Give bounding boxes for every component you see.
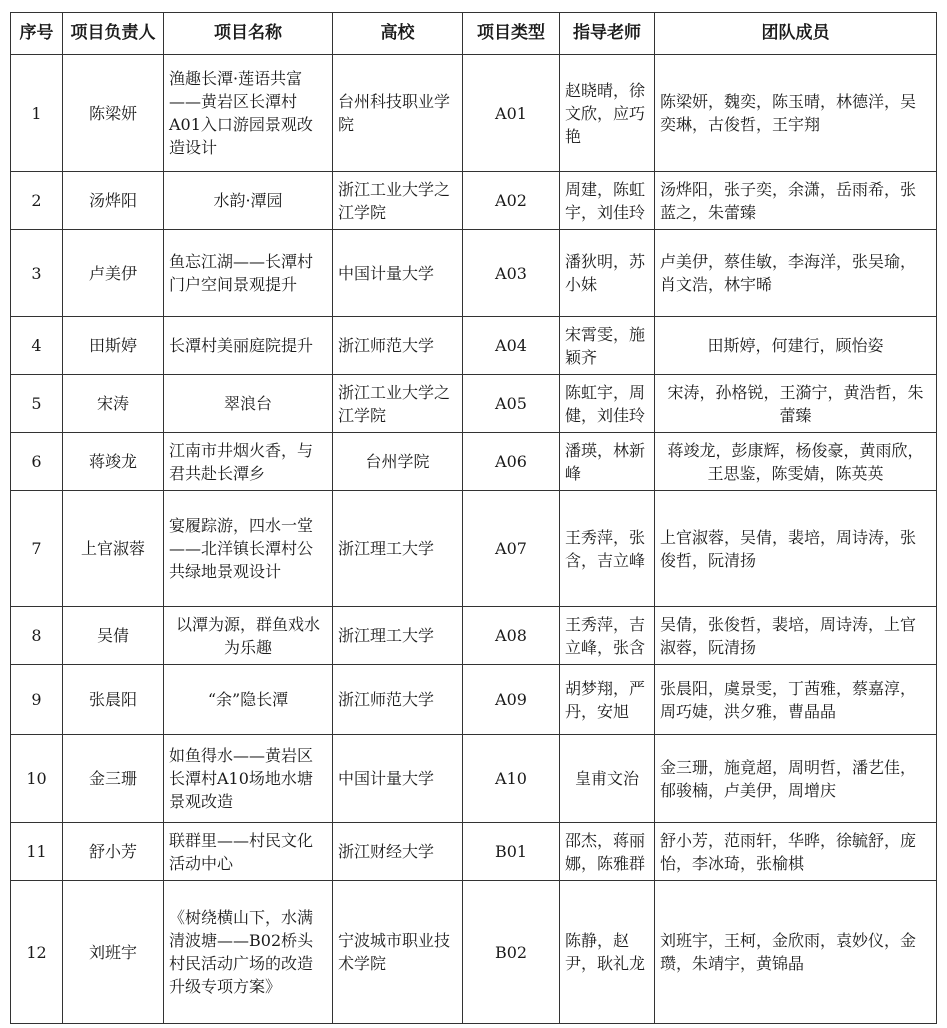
cell-advisor: 赵晓晴，徐文欣，应巧艳: [560, 55, 655, 172]
cell-advisor: 陈静，赵尹，耿礼龙: [560, 881, 655, 1024]
cell-project: 《树绕横山下，水满清波塘——B02桥头村民活动广场的改造升级专项方案》: [164, 881, 333, 1024]
table-row: [11, 375, 937, 433]
cell-leader: 吴倩: [63, 607, 164, 665]
table-row: [11, 317, 937, 375]
cell-members: 刘班宇，王柯，金欣雨，袁妙仪，金瓒，朱靖宇，黄锦晶: [655, 881, 937, 1024]
cell-members: 陈梁妍，魏奕，陈玉晴，林德洋，吴奕琳，古俊哲，王宇翔: [655, 55, 937, 172]
cell-members: 张晨阳，虞景雯，丁茜雅，蔡嘉淳，周巧婕，洪夕雅，曹晶晶: [655, 665, 937, 735]
table-row: [11, 735, 937, 823]
table-row: [11, 230, 937, 317]
cell-advisor: 王秀萍，吉立峰，张含: [560, 607, 655, 665]
header-members: 团队成员: [655, 13, 937, 55]
header-type: 项目类型: [463, 13, 560, 55]
cell-type: A08: [463, 607, 560, 665]
cell-no: 1: [11, 55, 63, 172]
cell-project: 水韵·潭园: [164, 172, 333, 230]
cell-type: A03: [463, 230, 560, 317]
cell-no: 9: [11, 665, 63, 735]
table-row: [11, 55, 937, 172]
cell-school: 中国计量大学: [333, 230, 463, 317]
header-no: 序号: [11, 13, 63, 55]
cell-no: 3: [11, 230, 63, 317]
cell-type: B01: [463, 823, 560, 881]
cell-members: 卢美伊，蔡佳敏，李海洋，张吴瑜，肖文浩，林宇晞: [655, 230, 937, 317]
cell-advisor: 皇甫文治: [560, 735, 655, 823]
cell-project: 宴履踪游，四水一堂——北洋镇长潭村公共绿地景观设计: [164, 491, 333, 607]
cell-school: 浙江师范大学: [333, 665, 463, 735]
cell-no: 12: [11, 881, 63, 1024]
cell-leader: 上官淑蓉: [63, 491, 164, 607]
cell-type: A07: [463, 491, 560, 607]
cell-school: 台州科技职业学院: [333, 55, 463, 172]
header-project: 项目名称: [164, 13, 333, 55]
cell-project: 江南市井烟火香，与君共赴长潭乡: [164, 433, 333, 491]
cell-type: A04: [463, 317, 560, 375]
cell-leader: 宋涛: [63, 375, 164, 433]
cell-school: 浙江财经大学: [333, 823, 463, 881]
cell-type: A05: [463, 375, 560, 433]
header-leader: 项目负责人: [63, 13, 164, 55]
cell-school: 浙江工业大学之江学院: [333, 172, 463, 230]
cell-project: 鱼忘江湖——长潭村门户空间景观提升: [164, 230, 333, 317]
cell-advisor: 潘瑛，林新峰: [560, 433, 655, 491]
cell-school: 中国计量大学: [333, 735, 463, 823]
table-row: [11, 823, 937, 881]
cell-members: 金三珊，施竟超，周明哲，潘艺佳，郁骏楠，卢美伊，周增庆: [655, 735, 937, 823]
cell-leader: 刘班宇: [63, 881, 164, 1024]
cell-type: A06: [463, 433, 560, 491]
cell-leader: 蒋竣龙: [63, 433, 164, 491]
table-row: [11, 881, 937, 1024]
cell-type: B02: [463, 881, 560, 1024]
cell-type: A01: [463, 55, 560, 172]
cell-type: A10: [463, 735, 560, 823]
table-row: [11, 665, 937, 735]
cell-type: A02: [463, 172, 560, 230]
cell-advisor: 陈虹宇，周健，刘佳玲: [560, 375, 655, 433]
cell-leader: 张晨阳: [63, 665, 164, 735]
cell-members: 宋涛，孙格锐，王漪宁，黄浩哲，朱蕾臻: [655, 375, 937, 433]
cell-no: 11: [11, 823, 63, 881]
cell-no: 5: [11, 375, 63, 433]
cell-no: 7: [11, 491, 63, 607]
cell-members: 吴倩，张俊哲，裴培，周诗涛，上官淑蓉，阮清扬: [655, 607, 937, 665]
cell-project: 联群里——村民文化活动中心: [164, 823, 333, 881]
cell-advisor: 王秀萍，张含，吉立峰: [560, 491, 655, 607]
cell-project: 渔趣长潭·莲语共富——黄岩区长潭村A01入口游园景观改造设计: [164, 55, 333, 172]
cell-no: 2: [11, 172, 63, 230]
cell-leader: 田斯婷: [63, 317, 164, 375]
cell-leader: 汤烨阳: [63, 172, 164, 230]
cell-advisor: 潘狄明，苏小妹: [560, 230, 655, 317]
project-table: [10, 12, 937, 1024]
table-row: [11, 491, 937, 607]
cell-school: 浙江师范大学: [333, 317, 463, 375]
cell-members: 田斯婷，何建行，顾怡姿: [655, 317, 937, 375]
cell-leader: 舒小芳: [63, 823, 164, 881]
cell-school: 浙江理工大学: [333, 607, 463, 665]
cell-school: 浙江理工大学: [333, 491, 463, 607]
cell-members: 舒小芳，范雨轩，华晔，徐毓舒，庞怡，李冰琦，张榆棋: [655, 823, 937, 881]
cell-leader: 卢美伊: [63, 230, 164, 317]
cell-school: 浙江工业大学之江学院: [333, 375, 463, 433]
cell-no: 6: [11, 433, 63, 491]
cell-advisor: 宋霄雯，施颖齐: [560, 317, 655, 375]
cell-type: A09: [463, 665, 560, 735]
cell-project: “余”隐长潭: [164, 665, 333, 735]
cell-leader: 金三珊: [63, 735, 164, 823]
cell-advisor: 胡梦翔，严丹，安旭: [560, 665, 655, 735]
cell-leader: 陈梁妍: [63, 55, 164, 172]
table-row: [11, 433, 937, 491]
header-advisor: 指导老师: [560, 13, 655, 55]
cell-members: 蒋竣龙，彭康辉，杨俊豪，黄雨欣，王思鉴，陈雯婧，陈英英: [655, 433, 937, 491]
cell-no: 4: [11, 317, 63, 375]
cell-school: 宁波城市职业技术学院: [333, 881, 463, 1024]
table-row: [11, 607, 937, 665]
cell-project: 翠浪台: [164, 375, 333, 433]
cell-members: 汤烨阳，张子奕，余潇，岳雨希，张蓝之，朱蕾臻: [655, 172, 937, 230]
cell-no: 8: [11, 607, 63, 665]
cell-no: 10: [11, 735, 63, 823]
cell-project: 长潭村美丽庭院提升: [164, 317, 333, 375]
cell-members: 上官淑蓉，吴倩，裴培，周诗涛，张俊哲，阮清扬: [655, 491, 937, 607]
table-row: [11, 172, 937, 230]
cell-school: 台州学院: [333, 433, 463, 491]
cell-advisor: 邵杰，蒋丽娜，陈雅群: [560, 823, 655, 881]
cell-advisor: 周建，陈虹宇，刘佳玲: [560, 172, 655, 230]
cell-project: 以潭为源，群鱼戏水为乐趣: [164, 607, 333, 665]
table-header-row: [11, 13, 937, 55]
header-school: 高校: [333, 13, 463, 55]
cell-project: 如鱼得水——黄岩区长潭村A10场地水塘景观改造: [164, 735, 333, 823]
